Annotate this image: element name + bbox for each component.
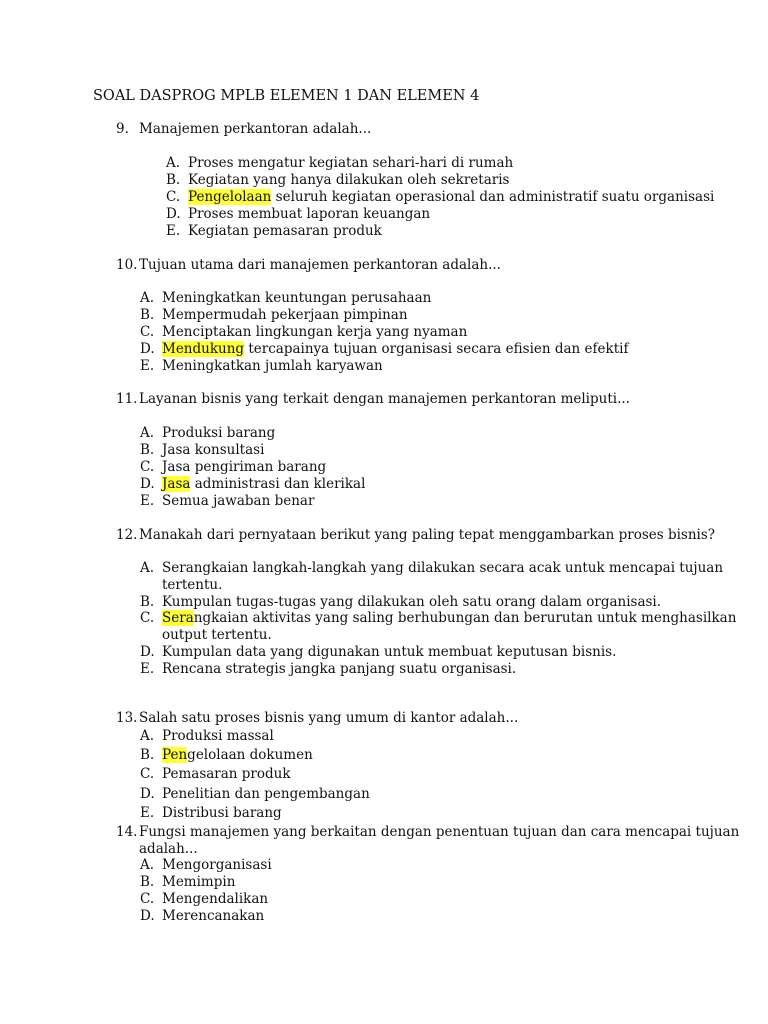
- question-number: 14.: [116, 824, 138, 840]
- question-number: 12.: [116, 527, 138, 543]
- option-d: D. Mendukung tercapainya tujuan organisasi secara efisien dan efektif: [140, 341, 629, 357]
- question-text: Tujuan utama dari manajemen perkantoran adalah...: [139, 257, 501, 273]
- question-text: Layanan bisnis yang terkait dengan manajemen perkantoran meliputi...: [139, 391, 630, 407]
- question-text: Manajemen perkantoran adalah...: [139, 121, 372, 137]
- option-b: B. Jasa konsultasi: [140, 442, 265, 458]
- question-text: Fungsi manajemen yang berkaitan dengan penentuan tujuan dan cara mencapai tujuan: [139, 824, 740, 840]
- option-c: C. Pemasaran produk: [140, 766, 291, 782]
- option-a: A. Serangkaian langkah-langkah yang dilakukan secara acak untuk mencapai tujuan: [140, 560, 724, 576]
- option-e: E. Distribusi barang: [140, 805, 282, 821]
- highlighted-answer: Mendukung: [162, 341, 245, 357]
- option-b: B. Kegiatan yang hanya dilakukan oleh sekretaris: [166, 172, 510, 188]
- question-number: 11.: [116, 391, 138, 407]
- option-a: A. Produksi barang: [140, 425, 276, 441]
- option-d: D. Penelitian dan pengembangan: [140, 786, 370, 802]
- option-e: E. Meningkatkan jumlah karyawan: [140, 358, 383, 374]
- option-a: A. Meningkatkan keuntungan perusahaan: [140, 290, 432, 306]
- option-d: D. Jasa administrasi dan klerikal: [140, 476, 366, 492]
- question-number: 13.: [116, 710, 138, 726]
- option-a: A. Produksi massal: [140, 728, 274, 744]
- option-e: E. Rencana strategis jangka panjang suatu organisasi.: [140, 661, 517, 677]
- highlighted-answer: Jasa: [162, 476, 191, 492]
- option-c: C. Pengelolaan seluruh kegiatan operasional dan administratif suatu organisasi: [166, 189, 715, 205]
- question-text: Salah satu proses bisnis yang umum di kantor adalah...: [139, 710, 519, 726]
- option-d: D. Kumpulan data yang digunakan untuk membuat keputusan bisnis.: [140, 644, 617, 660]
- option-c-continuation: output tertentu.: [162, 627, 272, 643]
- option-e: E. Semua jawaban benar: [140, 493, 315, 509]
- question-11-stem: [116, 391, 630, 408]
- option-c: C. Jasa pengiriman barang: [140, 459, 327, 475]
- option-c: C. Mengendalikan: [140, 891, 269, 907]
- option-c: C. Menciptakan lingkungan kerja yang nyaman: [140, 324, 468, 340]
- option-b: B. Mempermudah pekerjaan pimpinan: [140, 307, 408, 323]
- option-c: C. Serangkaian aktivitas yang saling berhubungan dan berurutan untuk menghasilkan: [140, 610, 737, 626]
- highlighted-answer: Pen: [162, 747, 188, 763]
- option-a: A. Mengorganisasi: [140, 857, 272, 873]
- question-text: Manakah dari pernyataan berikut yang paling tepat menggambarkan proses bisnis?: [139, 527, 716, 543]
- option-e: E. Kegiatan pemasaran produk: [166, 223, 382, 239]
- question-number: 9.: [116, 121, 129, 137]
- question-number: 10.: [116, 257, 138, 273]
- highlighted-answer: Pengelolaan: [188, 189, 272, 205]
- question-14-continuation: adalah...: [139, 841, 198, 857]
- option-b: B. Kumpulan tugas-tugas yang dilakukan oleh satu orang dalam organisasi.: [140, 594, 662, 610]
- option-b: B. Memimpin: [140, 874, 236, 890]
- question-13-stem: [116, 710, 518, 727]
- document-title: SOAL DASPROG MPLB ELEMEN 1 DAN ELEMEN 4: [93, 88, 480, 104]
- question-9-stem: [116, 121, 371, 138]
- question-14-stem: [116, 824, 739, 841]
- option-b: B. Pengelolaan dokumen: [140, 747, 313, 763]
- option-a: A. Proses mengatur kegiatan sehari-hari di rumah: [166, 155, 514, 171]
- highlighted-answer: Sera: [162, 610, 194, 626]
- option-d: D. Proses membuat laporan keuangan: [166, 206, 431, 222]
- question-10-stem: [116, 257, 501, 274]
- question-12-stem: [116, 527, 715, 544]
- option-d: D. Merencanakan: [140, 908, 265, 924]
- option-a-continuation: tertentu.: [162, 577, 223, 593]
